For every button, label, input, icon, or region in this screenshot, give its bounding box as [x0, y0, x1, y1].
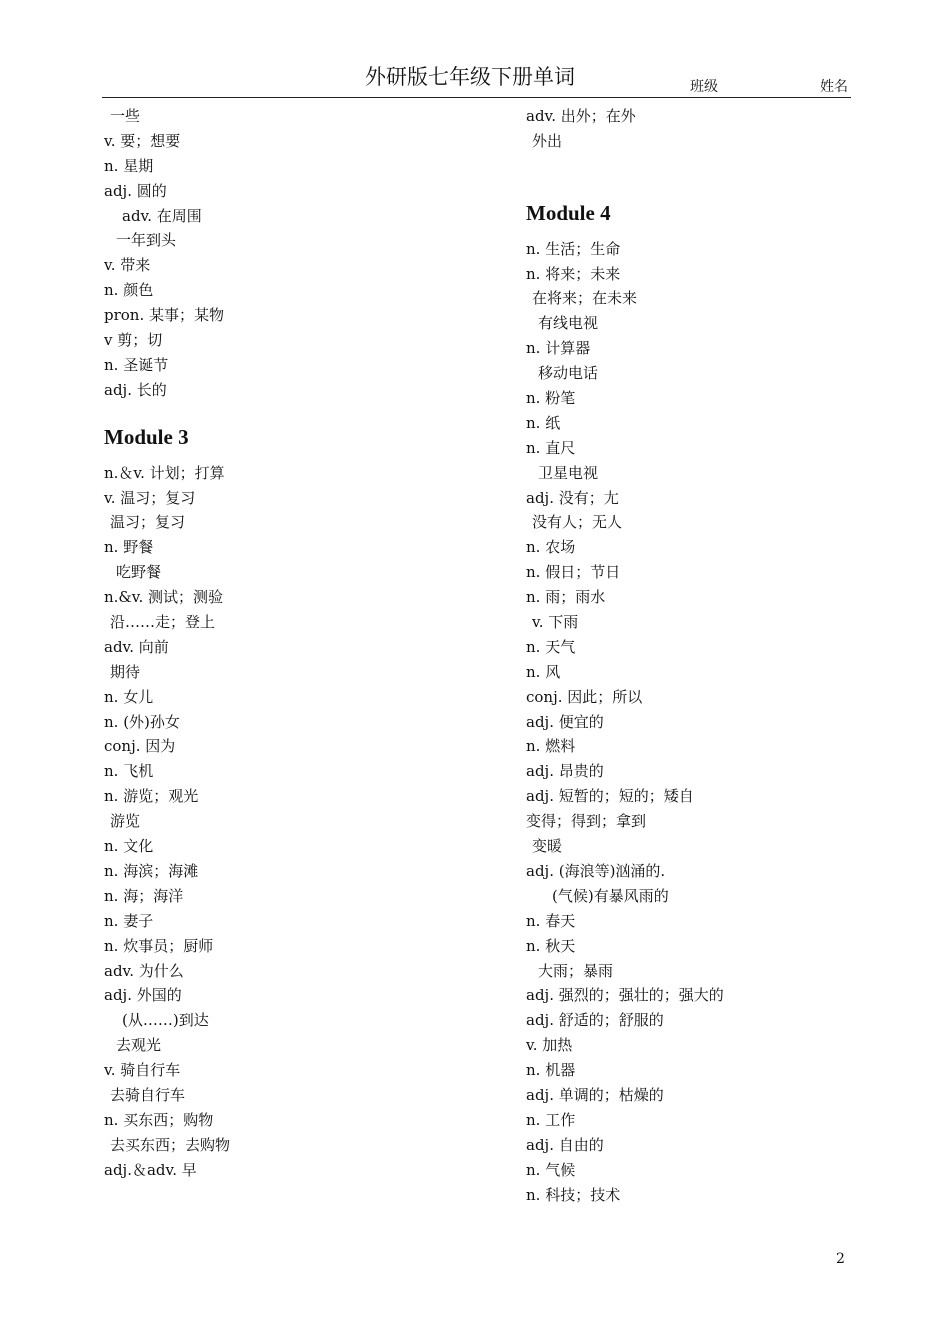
vocab-entry: 温习；复习	[110, 513, 186, 532]
vocab-entry: adj. 便宜的	[526, 712, 604, 731]
vocab-entry: conj. 因为	[104, 737, 176, 756]
vocab-entry: pron. 某事；某物	[104, 306, 225, 325]
vocab-entry: adj. 单调的；枯燥的	[526, 1085, 664, 1104]
vocab-entry: 游览	[110, 812, 141, 831]
vocab-entry: 一些	[110, 107, 141, 125]
vocab-entry: v. 带来	[104, 256, 151, 275]
vocab-entry: n. 粉笔	[526, 389, 576, 408]
vocab-entry: n. 工作	[526, 1110, 576, 1129]
module-3-heading: Module 3	[104, 424, 189, 449]
vocab-entry: 变暖	[532, 837, 563, 856]
module-4-heading: Module 4	[526, 200, 611, 225]
class-label: 班级	[690, 79, 718, 95]
vocab-entry: n. 纸	[526, 413, 561, 432]
vocab-entry: conj. 因此；所以	[526, 687, 643, 706]
vocab-entry: adv. 在周围	[122, 206, 202, 225]
vocab-entry: 没有人；无人	[532, 513, 623, 532]
vocab-entry: n. 野餐	[104, 538, 154, 557]
vocab-entry: v. 温习；复习	[104, 488, 196, 507]
spacer	[104, 403, 484, 413]
vocab-entry: (气候)有暴风雨的	[552, 886, 669, 905]
vocab-entry: n. 风	[526, 662, 561, 681]
vocab-entry: n. 春天	[526, 911, 576, 930]
header-divider	[102, 97, 851, 98]
vocab-entry: v. 下雨	[532, 613, 579, 632]
vocab-entry: adj. 外国的	[104, 986, 182, 1005]
vocab-entry: v 剪；切	[104, 331, 163, 350]
vocab-entry: adj. 强烈的；强壮的；强大的	[526, 986, 724, 1005]
page-number: 2	[836, 1251, 845, 1267]
vocab-entry: 吃野餐	[116, 563, 162, 582]
vocab-entry: n. 科技；技术	[526, 1185, 621, 1204]
vocab-entry: n. 假日；节日	[526, 563, 621, 582]
spacer	[526, 154, 906, 179]
vocab-entry: n. 天气	[526, 637, 576, 656]
vocab-entry: v. 骑自行车	[104, 1061, 181, 1080]
vocab-entry: n.&v. 测试；测验	[104, 588, 224, 607]
vocab-entry: 在将来；在未来	[532, 289, 638, 308]
vocab-entry: n. 买东西；购物	[104, 1110, 214, 1129]
right-column	[526, 104, 906, 1207]
vocab-entry: v. 加热	[526, 1036, 573, 1055]
vocab-entry: 去买东西；去购物	[110, 1135, 231, 1154]
vocab-entry: adj. 自由的	[526, 1135, 604, 1154]
vocab-entry: (从……)到达	[122, 1011, 209, 1030]
vocab-entry: n. 直尺	[526, 438, 576, 457]
vocab-entry: n. 星期	[104, 156, 154, 175]
vocab-entry: n. 秋天	[526, 936, 576, 955]
vocab-entry: 变得；得到；拿到	[526, 812, 647, 831]
vocab-entry: 有线电视	[538, 314, 599, 333]
vocab-entry: adj. 没有；尢	[526, 488, 619, 507]
vocab-entry: adj. 短暂的；短的；矮自	[526, 787, 694, 806]
vocab-entry: adj.＆adv. 早	[104, 1160, 197, 1179]
vocab-entry: n. 飞机	[104, 762, 154, 781]
vocab-entry: n. 燃料	[526, 737, 576, 756]
spacer	[526, 179, 906, 189]
left-column	[104, 104, 484, 1183]
document-title: 外研版七年级下册单词	[365, 65, 575, 89]
vocab-entry: n. 圣诞节	[104, 355, 169, 374]
vocab-entry: n. 生活；生命	[526, 239, 621, 258]
vocab-entry: n. 妻子	[104, 911, 154, 930]
vocab-entry: adj. 圆的	[104, 181, 167, 200]
vocab-entry: 期待	[110, 662, 141, 681]
vocab-entry: n. 农场	[526, 538, 576, 557]
vocab-entry: adv. 为什么	[104, 961, 184, 980]
vocab-entry: 沿……走；登上	[110, 613, 216, 632]
vocab-entry: n. 颜色	[104, 281, 154, 300]
vocab-entry: n.＆v. 计划；打算	[104, 463, 225, 482]
vocab-entry: 外出	[532, 131, 563, 150]
vocab-entry: adj. 长的	[104, 380, 167, 399]
vocab-entry: n. 海滨；海滩	[104, 861, 199, 880]
vocab-entry: n. 海；海洋	[104, 886, 184, 905]
vocab-entry: v. 要；想要	[104, 131, 181, 150]
vocab-entry: 去观光	[116, 1036, 162, 1055]
vocab-entry: adv. 出外；在外	[526, 107, 636, 125]
vocab-entry: 去骑自行车	[110, 1085, 186, 1104]
vocab-entry: n. 文化	[104, 837, 154, 856]
vocab-entry: 大雨；暴雨	[538, 961, 614, 980]
vocab-entry: n. (外)孙女	[104, 712, 180, 731]
vocab-entry: n. 机器	[526, 1061, 576, 1080]
vocab-entry: adj. (海浪等)汹涌的.	[526, 861, 666, 880]
vocab-entry: adv. 向前	[104, 637, 169, 656]
vocab-entry: adj. 舒适的；舒服的	[526, 1011, 664, 1030]
vocab-entry: n. 计算器	[526, 339, 591, 358]
vocab-entry: 卫星电视	[538, 463, 599, 482]
vocab-entry: n. 雨；雨水	[526, 588, 606, 607]
vocab-entry: 一年到头	[116, 231, 177, 250]
vocab-entry: adj. 昂贵的	[526, 762, 604, 781]
vocab-entry: n. 女儿	[104, 687, 154, 706]
vocab-entry: n. 游览；观光	[104, 787, 199, 806]
vocab-entry: 移动电话	[538, 364, 599, 383]
name-label: 姓名	[820, 79, 848, 95]
vocab-entry: n. 气候	[526, 1160, 576, 1179]
vocab-entry: n. 将来；未来	[526, 264, 621, 283]
vocab-entry: n. 炊事员；厨师	[104, 936, 214, 955]
